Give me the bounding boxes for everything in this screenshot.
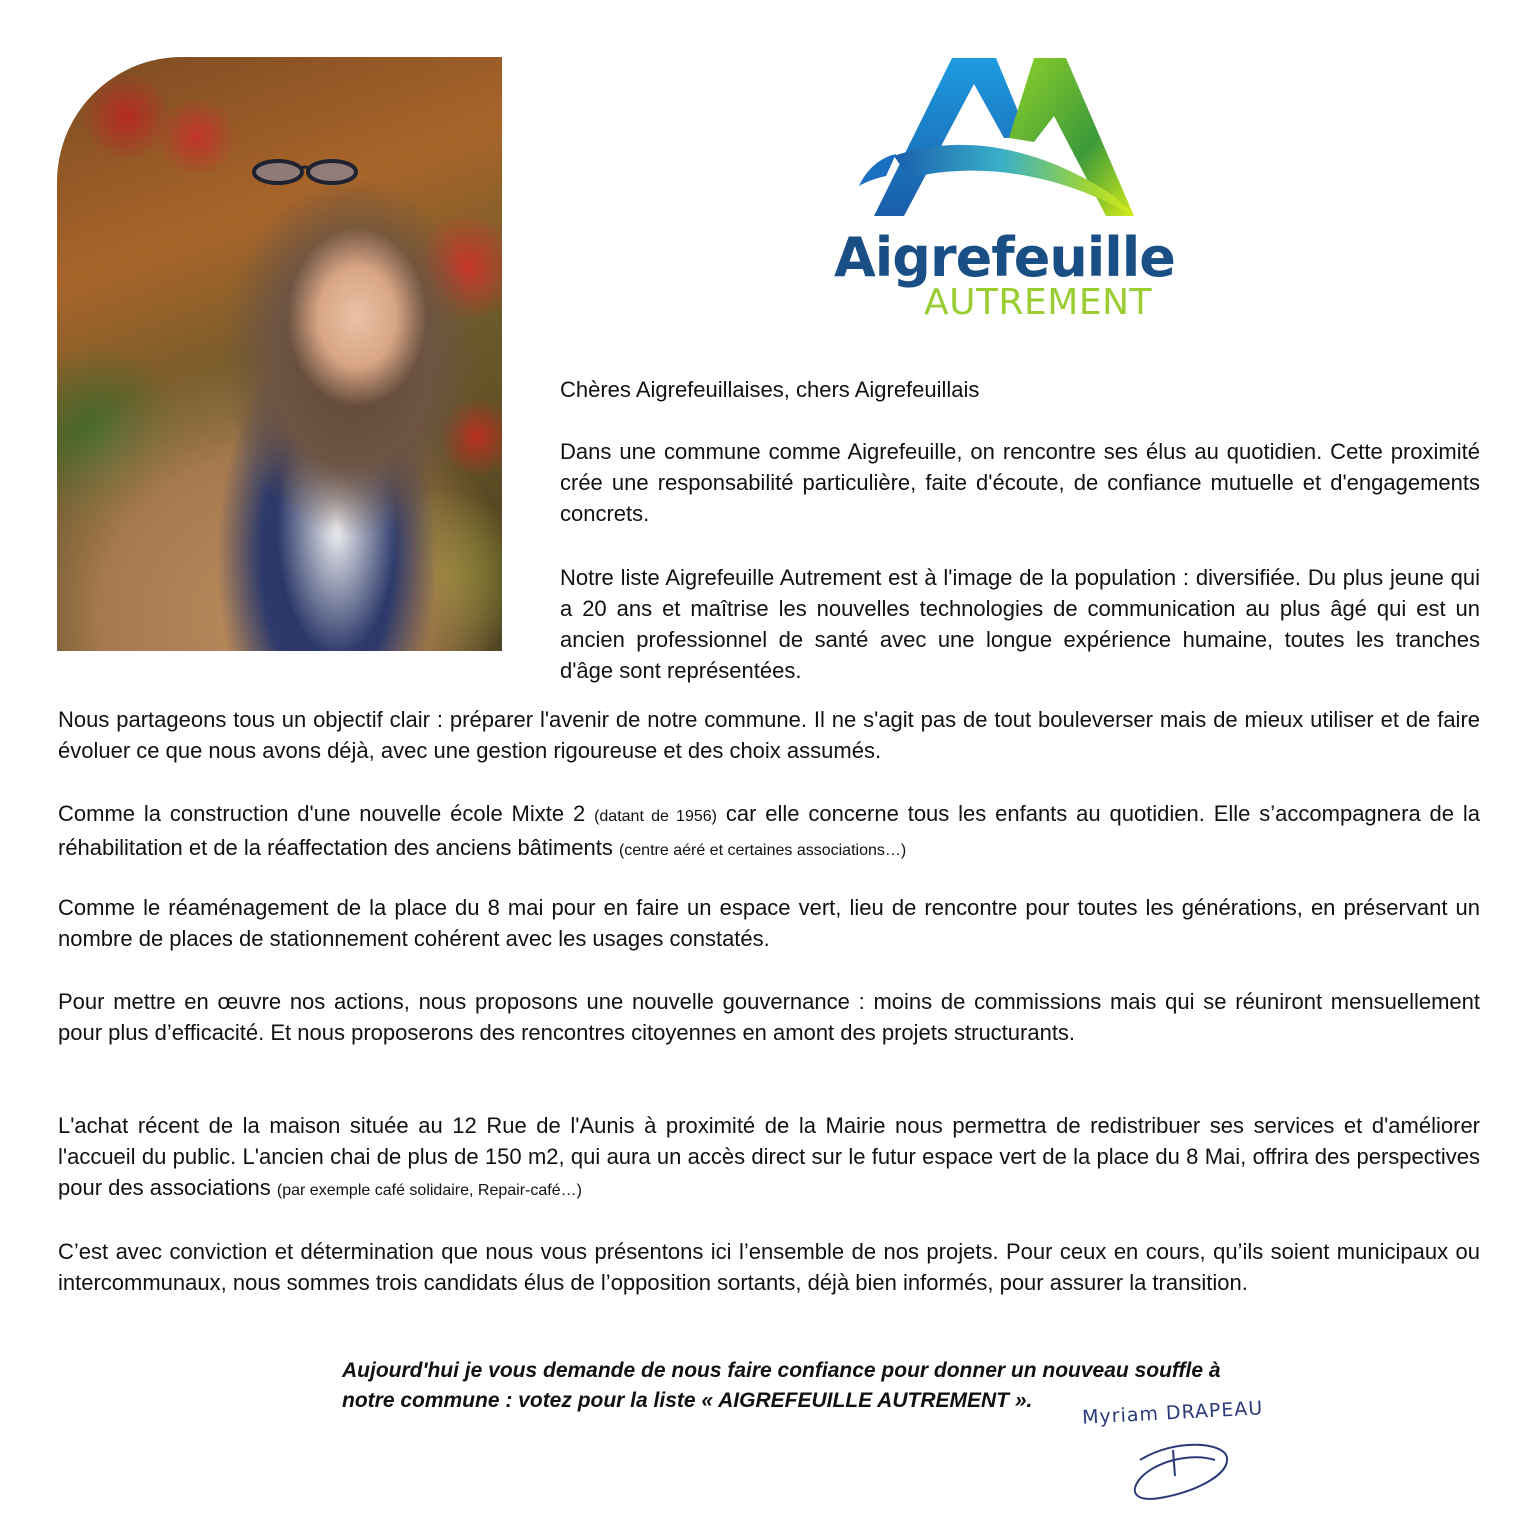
closing-line-2: notre commune : votez pour la liste « AIGREFEUILLE AUTREMENT ». (342, 1389, 1033, 1412)
signature-icon (1075, 1400, 1305, 1510)
paragraph-conviction: C’est avec conviction et détermination que nous vous présentons ici l’ensemble de nos projets. Pour ceux en cours, qu’ils soient municipaux ou intercommunaux, nous sommes trois candidats élus de l’opposition sortants, déjà bien informés, pour assurer la transition. (58, 1239, 1480, 1295)
candidate-photo (57, 57, 502, 651)
logo-mountain-icon (834, 56, 1160, 226)
paragraph-objective: Nous partageons tous un objectif clair : préparer l'avenir de notre commune. Il ne s'agit pas de tout bouleverser mais de mieux utiliser et de faire évoluer ce que nous avons déjà, avec une gestion rigoureuse et des choix assumés. (58, 707, 1480, 763)
signature-name: Myriam DRAPEAU (1081, 1397, 1264, 1429)
greeting: Chères Aigrefeuillaises, chers Aigrefeuillais (560, 377, 980, 402)
logo-subtitle: AUTREMENT (924, 282, 1152, 323)
closing-line-1: Aujourd'hui je vous demande de nous faire confiance pour donner un nouveau souffle à (342, 1359, 1221, 1382)
paragraph-place-8-mai: Comme le réaménagement de la place du 8 mai pour en faire un espace vert, lieu de rencontre pour toutes les générations, en préservant un nombre de places de stationnement cohérent avec les usages constatés. (58, 895, 1480, 951)
school-text-1: Comme la construction d'une nouvelle école Mixte 2 (58, 801, 595, 826)
maison-note: (par exemple café solidaire, Repair-café…) (276, 1182, 582, 1199)
glasses-icon (250, 157, 360, 187)
paragraph-school (58, 798, 1480, 866)
school-note-1: (datant de 1956) (594, 808, 717, 825)
maison-text: L'achat récent de la maison située au 12 Rue de l'Aunis à proximité de la Mairie nous permettra de redistribuer ses services et d'améliorer l'accueil du public. L'ancien chai de plus de 150 m2, qui aura un accès direct sur le futur espace vert de la place du 8 Mai, offrira des perspectives pour des associations (58, 1113, 1480, 1200)
paragraph-proximity: Dans une commune comme Aigrefeuille, on rencontre ses élus au quotidien. Cette proximité crée une responsabilité particulière, faite d'écoute, de confiance mutuelle et d'engagements concrets. (560, 439, 1480, 526)
logo-title: Aigrefeuille (834, 226, 1175, 289)
paragraph-list-diversity: Notre liste Aigrefeuille Autrement est à l'image de la population : diversifiée. Du plus jeune qui a 20 ans et maîtrise les nouvelles technologies de communication au plus âgé qui est un ancien professionnel de santé avec une longue expérience humaine, toutes les tranches d'âge sont représentées. (560, 565, 1480, 683)
paragraph-maison-aunis (58, 1110, 1480, 1206)
school-note-2: (centre aéré et certaines associations…) (618, 842, 907, 859)
paragraph-governance: Pour mettre en œuvre nos actions, nous proposons une nouvelle gouvernance : moins de commissions mais qui se réuniront mensuellement pour plus d’efficacité. Et nous proposerons des rencontres citoyennes en amont des projets structurants. (58, 989, 1480, 1045)
school-text-2: car elle concerne tous les enfants au quotidien. Elle s’accompagnera de la réhabilitation et de la réaffectation des anciens bâtiments (58, 801, 1480, 860)
logo (834, 56, 1175, 326)
